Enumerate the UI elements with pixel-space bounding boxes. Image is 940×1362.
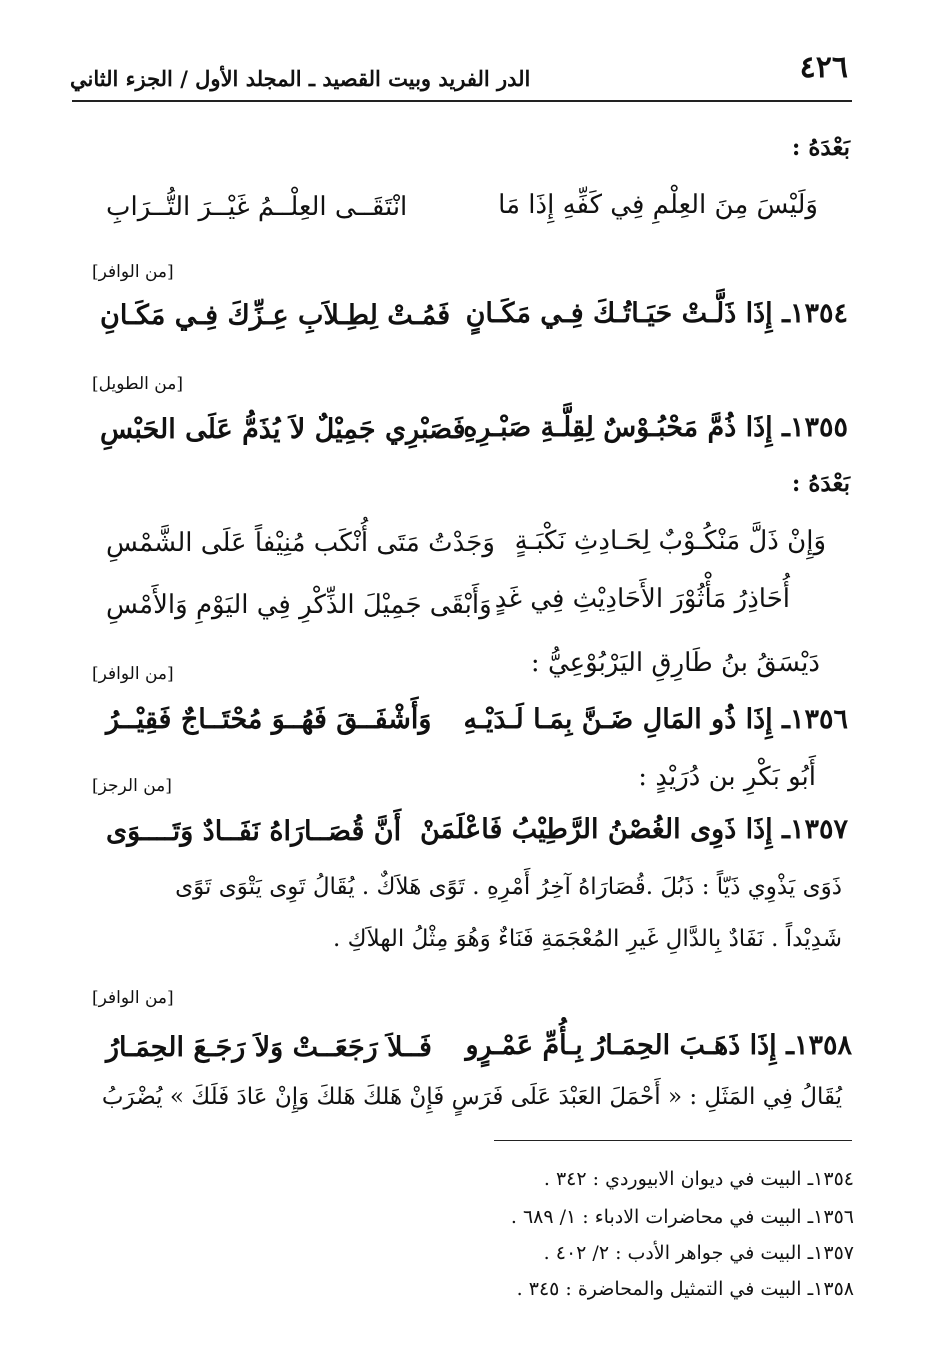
meter-label: [من الوافر] <box>92 988 174 1008</box>
verse-1354-second: فَمُـتْ لِطِـلاَبِ عِـزِّكَ فِـي مَكَـانِ <box>100 300 451 331</box>
footnote: ١٣٥٨ـ البيت في التمثيل والمحاضرة : ٣٤٥ . <box>516 1278 854 1300</box>
commentary-line: ذَوَى يَذْوِي ذَيّاً : ذَبُلَ .قُصَارَاهُ آخِرُ أَمْرِهِ . تَوًى هَلاَكٌ . يُقَالُ تَوِى يَتْوَى تَوًى <box>175 874 842 900</box>
footnote: ١٣٥٧ـ البيت في جواهر الأدب : ٢/ ٤٠٢ . <box>543 1242 854 1264</box>
poet-name: أَبُو بَكْرِ بن دُرَيْدٍ : <box>638 762 816 792</box>
after-label: بَعْدَهُ : <box>791 470 850 497</box>
verse-1356-second: وَأَشْفَــقَ فَهُــوَ مُحْتَــاجٌ فَقِيْــرُ <box>106 704 432 735</box>
verse-1355-second: فَصَبْرِي جَمِيْلٌ لاَ يُذَمُّ عَلَى الحَبْسِ <box>100 414 466 445</box>
verse-1356-first: ١٣٥٦ـ إِذَا ذُو المَالِ ضَـنَّ بِمَـا لَـدَيْـهِ <box>463 704 848 735</box>
meter-label: [من الرجز] <box>92 776 172 796</box>
verse-second-hemistich: وَجَدْتُ مَتَى أُنْكَب مُنِيْفاً عَلَى الشَّمْسِ <box>106 528 495 558</box>
verse-1355-first: ١٣٥٥ـ إِذَا ذُمَّ مَحْبُـوْسٌ لِقِلَّـةِ صَبْـرِهِ <box>463 412 848 443</box>
verse-1354-first: ١٣٥٤ـ إِذَا ذَلَّـتْ حَيَـاتُـكَ فِـي مَكَـانٍ <box>465 298 848 329</box>
verse-first-hemistich: وَلَيْسَ مِنَ العِلْمِ فِي كَفِّهِ إِذَا مَا <box>498 190 818 220</box>
verse-1358-first: ١٣٥٨ـ إِذَا ذَهَـبَ الحِمَـارُ بِـأُمِّ عَمْـرٍو <box>465 1030 852 1061</box>
page-number: ٤٢٦ <box>799 50 848 85</box>
footnote: ١٣٥٦ـ البيت في محاضرات الادباء : ١/ ٦٨٩ . <box>510 1206 854 1228</box>
footnote-divider <box>494 1140 852 1141</box>
verse-second-hemistich: انْتَقَــى العِلْــمُ غَيْــرَ التُّــرَابِ <box>106 192 408 222</box>
commentary-line: شَدِيْداً . نَفَادٌ بِالدَّالِ غَيرِ المُعْجَمَةِ فَنَاءٌ وَهُوَ مِثْلُ الهلاَكِ . <box>333 926 842 952</box>
header-divider <box>72 100 852 102</box>
after-label: بَعْدَهُ : <box>791 134 850 161</box>
meter-label: [من الوافر] <box>92 262 174 282</box>
verse-1357-second: أَنَّ قُصَــارَاهُ نَفَــادٌ وَتَــــوَى <box>106 816 402 847</box>
verse-1357-first: ١٣٥٧ـ إِذَا ذَوِى الغُصْنُ الرَّطِيْبُ فَاعْلَمَنْ <box>420 814 848 845</box>
verse-first-hemistich: وَإِنْ ذَلَّ مَنْكُـوْبٌ لِحَـادِثِ نَكْبَـةٍ <box>514 526 826 556</box>
verse-second-hemistich: وَأَبْقَى جَمِيْلَ الذِّكْرِ فِي اليَوْمِ وَالأَمْسِ <box>106 590 492 620</box>
meter-label: [من الطويل] <box>92 374 183 394</box>
running-header: الدر الفريد وبيت القصيد ـ المجلد الأول / الجزء الثاني <box>70 66 531 91</box>
verse-first-hemistich: أُحَاذِرُ مَأْثُوْرَ الأَحَادِيْثِ فِي غَدٍ <box>494 584 790 614</box>
poet-name: دَيْسَقُ بنُ طَارِقِ اليَرْبُوْعِيُّ : <box>530 648 820 678</box>
verse-1358-second: فَــلاَ رَجَعَــتْ وَلاَ رَجَـعَ الحِمَـارُ <box>106 1032 432 1063</box>
meter-label: [من الوافر] <box>92 664 174 684</box>
footnote: ١٣٥٤ـ البيت في ديوان الابيوردي : ٣٤٢ . <box>543 1168 854 1190</box>
commentary-line: يُقَالُ فِي المَثَلِ : « أَحْمَلَ العَبْدَ عَلَى فَرَسٍ فَإِنْ هَلكَ هَلكَ وَإِنْ عَادَ فَلَكَ » يُضْرَبُ <box>101 1084 842 1110</box>
